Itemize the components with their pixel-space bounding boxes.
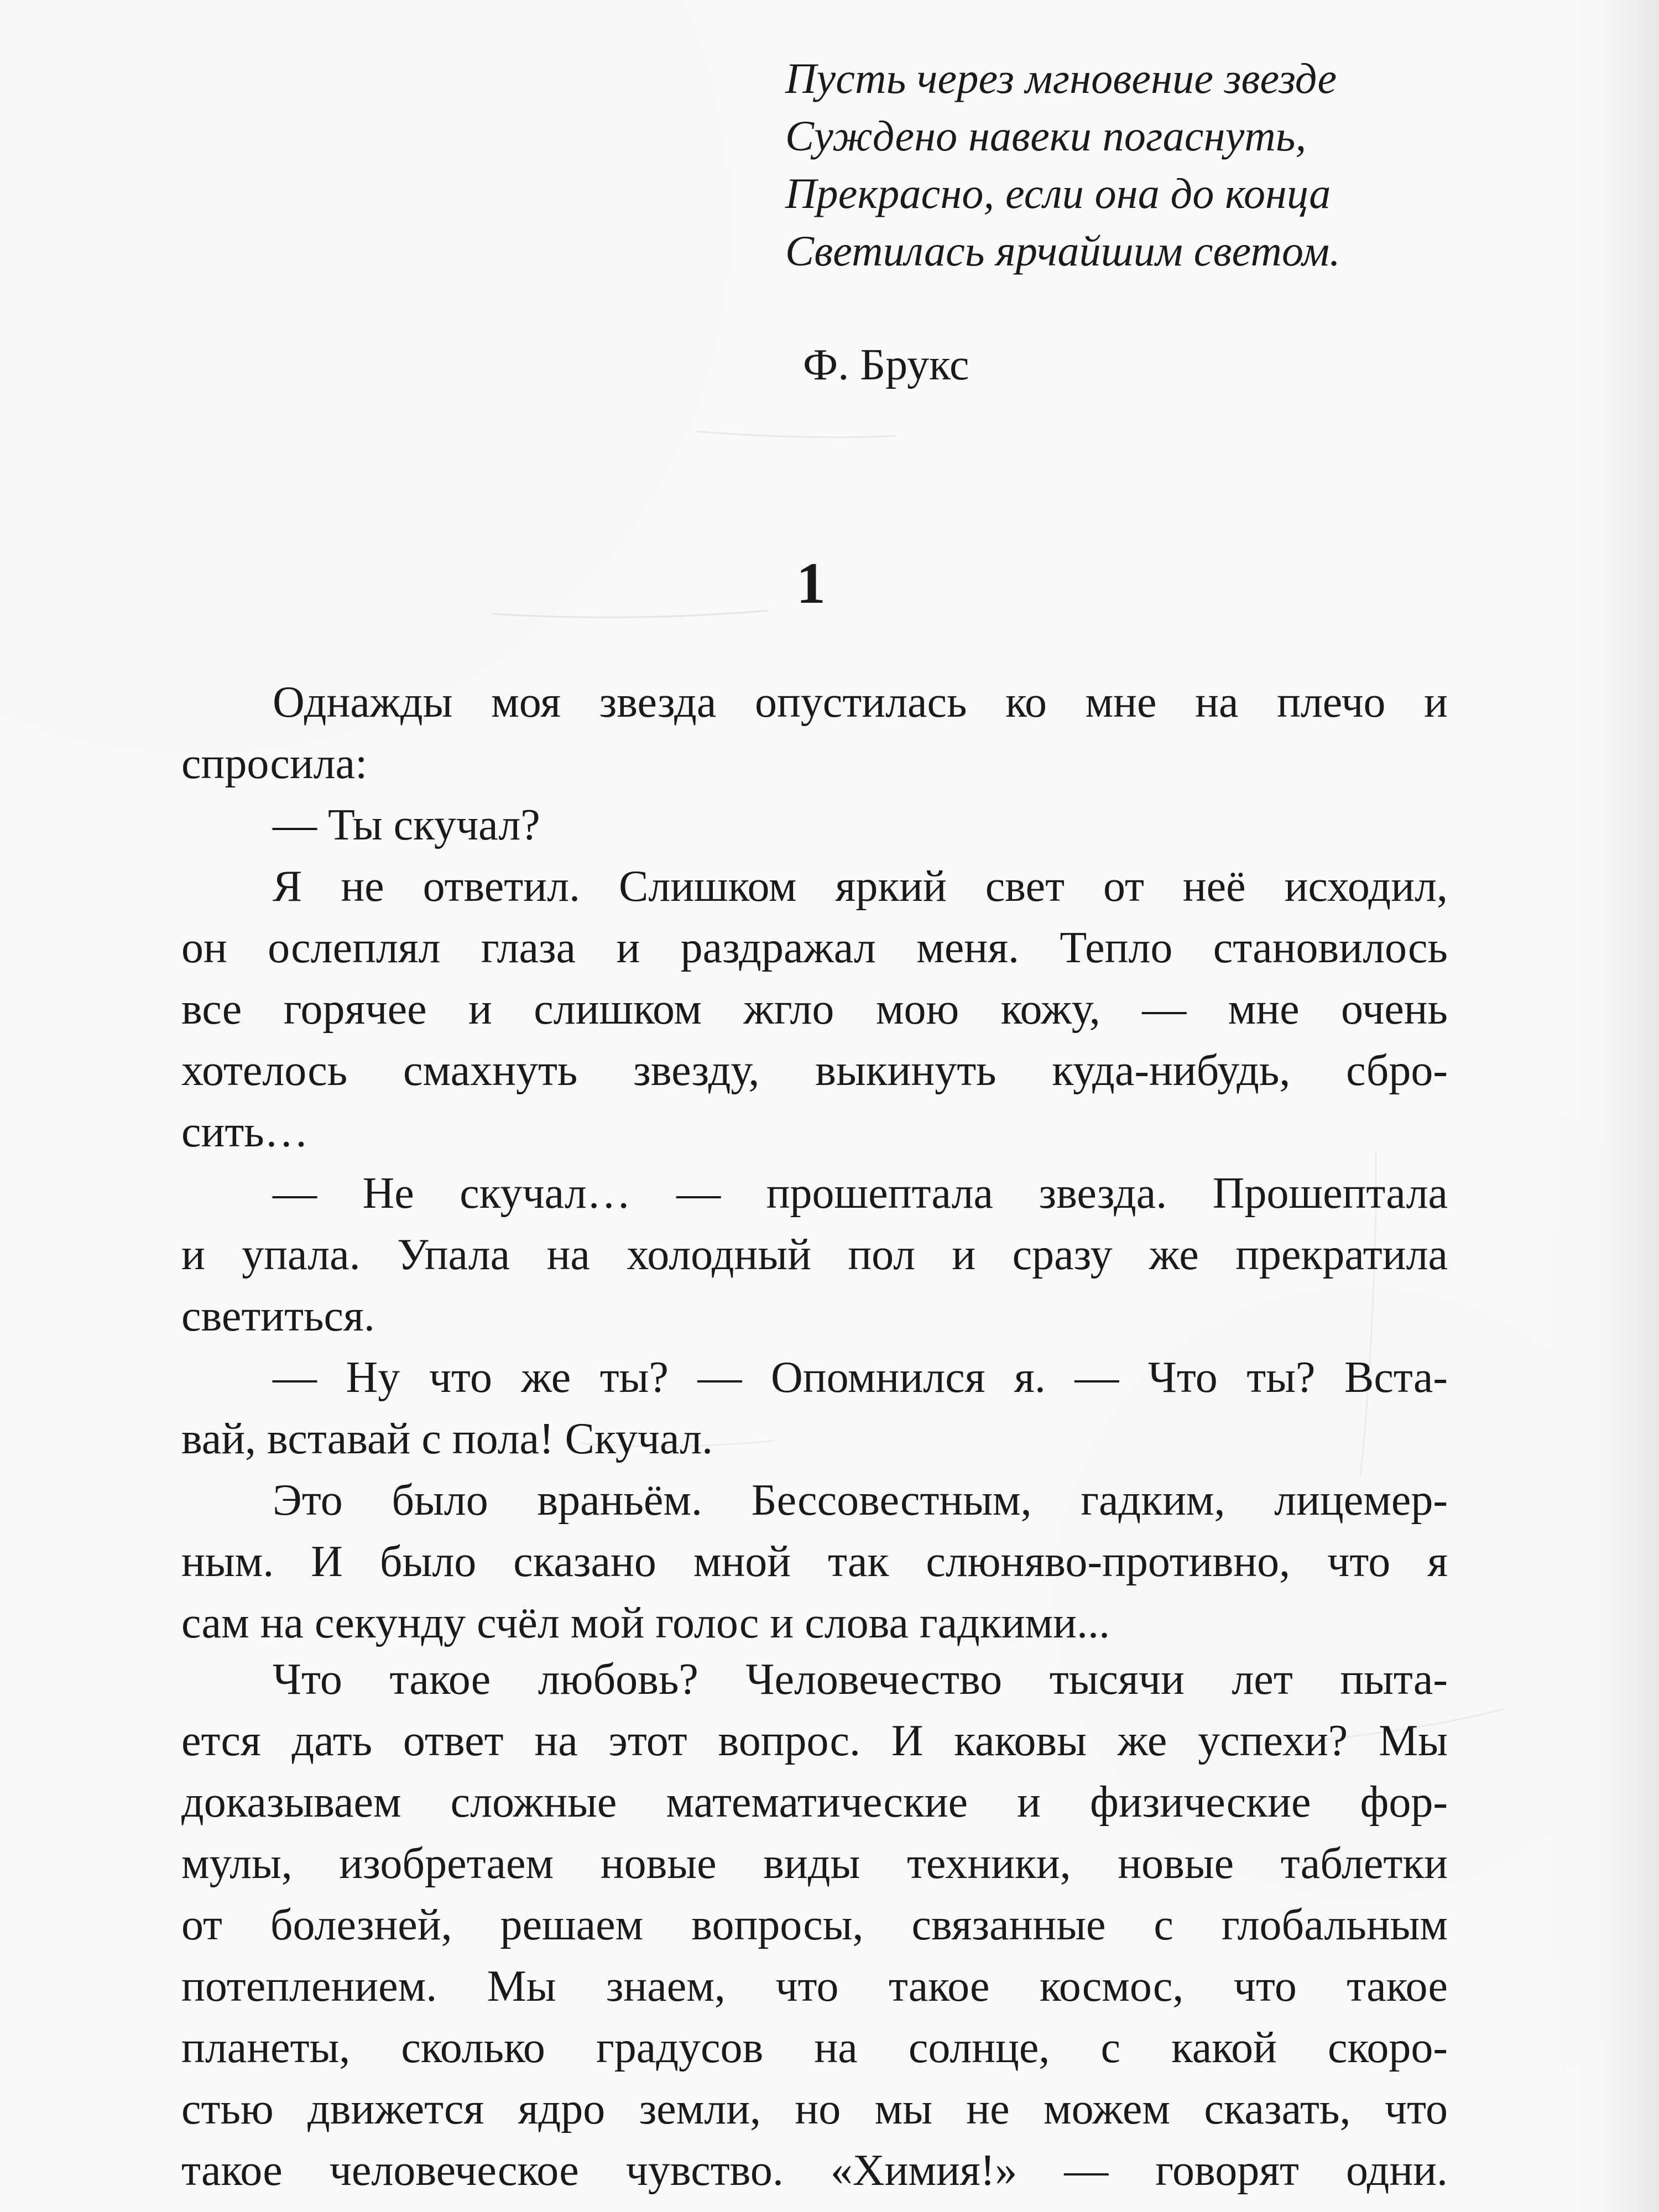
epigraph-author: Ф. Брукс <box>803 341 969 389</box>
epigraph-line: Прекрасно, если она до конца <box>785 169 1331 217</box>
text-line: ным. И было сказано мной так слюняво-противно, что я <box>181 1537 1448 1586</box>
text-line: ется дать ответ на этот вопрос. И каковы же успехи? Мы <box>181 1717 1448 1765</box>
text-line: Это было враньём. Бессовестным, гадким, лицемер- <box>273 1476 1448 1525</box>
text-line: Я не ответил. Слишком яркий свет от неё исходил, <box>273 862 1448 911</box>
text-line: стью движется ядро земли, но мы не можем сказать, что <box>181 2085 1448 2133</box>
text-line: хотелось смахнуть звезду, выкинуть куда-нибудь, сбро- <box>181 1046 1448 1095</box>
text-line: — Не скучал… — прошептала звезда. Прошептала <box>273 1169 1448 1218</box>
epigraph-line: Пусть через мгновение звезде <box>785 54 1337 102</box>
text-line: сам на секунду счёл мой голос и слова гадкими... <box>181 1599 1110 1647</box>
text-line: такое человеческое чувство. «Химия!» — говорят одни. <box>181 2146 1448 2195</box>
text-line: светиться. <box>181 1292 375 1340</box>
epigraph-line: Суждено навеки погаснуть, <box>785 112 1307 160</box>
text-line: вай, вставай с пола! Скучал. <box>181 1415 713 1463</box>
text-line: мулы, изобретаем новые виды техники, новые таблетки <box>181 1839 1448 1888</box>
text-line: — Ну что же ты? — Опомнился я. — Что ты? Вста- <box>273 1353 1448 1402</box>
text-line: он ослеплял глаза и раздражал меня. Тепло становилось <box>181 924 1448 972</box>
epigraph-line: Светилась ярчайшим светом. <box>785 227 1340 275</box>
main-text-section-1 <box>181 672 1448 1654</box>
text-line: потеплением. Мы знаем, что такое космос, что такое <box>181 1962 1448 2011</box>
text-line: и упала. Упала на холодный пол и сразу же прекратила <box>181 1230 1448 1279</box>
text-line: — Ты скучал? <box>273 801 540 849</box>
text-line: сить… <box>181 1108 309 1156</box>
epigraph <box>785 50 1471 280</box>
text-line: Что такое любовь? Человечество тысячи лет пыта- <box>273 1655 1448 1704</box>
main-text-section-2 <box>181 1649 1448 2201</box>
chapter-number: 1 <box>796 551 826 615</box>
text-line: планеты, сколько градусов на солнце, с какой скоро- <box>181 2023 1448 2072</box>
text-line: Однажды моя звезда опустилась ко мне на плечо и <box>273 678 1448 727</box>
text-line: все горячее и слишком жгло мою кожу, — мне очень <box>181 985 1448 1034</box>
page-edge-shadow <box>1532 0 1659 2212</box>
text-line: спросила: <box>181 739 368 788</box>
text-line: от болезней, решаем вопросы, связанные с глобальным <box>181 1901 1448 1949</box>
text-line: доказываем сложные математические и физические фор- <box>181 1778 1448 1827</box>
